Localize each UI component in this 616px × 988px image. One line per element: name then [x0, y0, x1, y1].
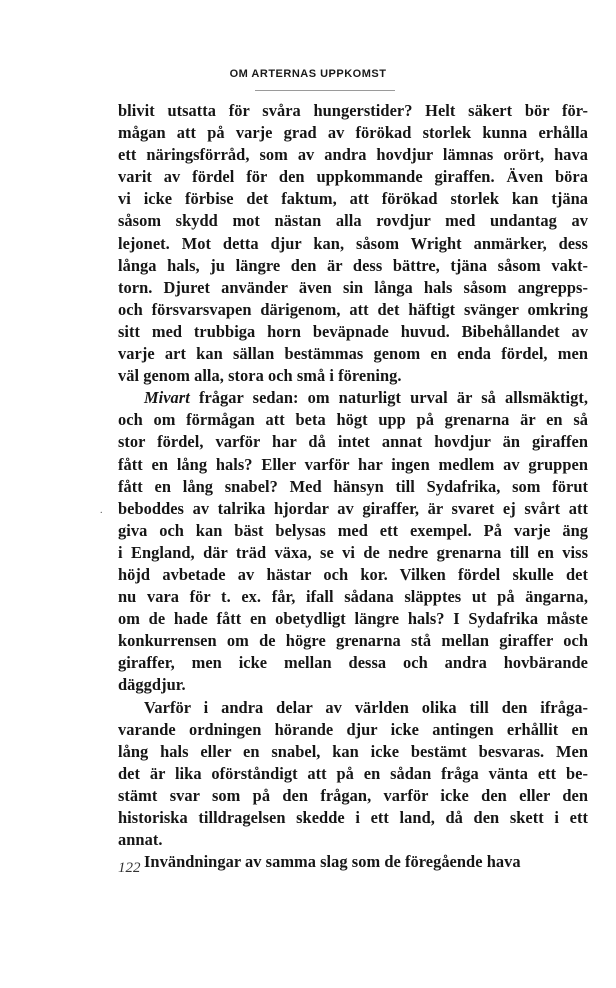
text-line: varje art kan sällan bestämmas genom en enda fördel, men — [118, 344, 588, 364]
text-line: ett näringsförråd, som av andra hovdjur lämnas orört, hava — [118, 145, 588, 165]
text-line: lejonet. Mot detta djur kan, såsom Wright anmärker, dess — [118, 233, 588, 253]
text-line: såsom skydd mot nästan alla rovdjur med undantag av — [118, 211, 588, 231]
running-head: OM ARTERNAS UPPKOMST — [229, 68, 387, 80]
running-head-rule — [255, 90, 395, 91]
text-line: stor fördel, varför har då intet annat hovdjur än giraffen — [118, 432, 588, 452]
text-line: blivit utsatta för svåra hungerstider? Helt säkert bör för- — [118, 101, 588, 120]
text-line: Invändningar av samma slag som de föregående hava — [144, 852, 521, 872]
text-line: höjd avbetade av hästar och kor. Vilken fördel skulle det — [118, 564, 588, 584]
paragraph-2 — [118, 387, 588, 696]
text-line: varande ordningen hörande djur icke antingen erhållit en — [118, 719, 588, 739]
text-line: långa hals, ju längre den är dess bättre, tjäna såsom vakt- — [118, 255, 588, 275]
text-line: beboddes av talrika hjordar av giraffer, är svaret ej svårt att — [118, 498, 588, 518]
paragraph-1 — [118, 100, 588, 387]
text-line: fått en lång snabel? Med hänsyn till Sydafrika, som förut — [118, 476, 588, 496]
paragraph-4 — [118, 851, 588, 873]
text-line: väl genom alla, stora och små i förening. — [118, 366, 402, 386]
text-line: historiska tilldragelsen skedde i ett land, då den skett i ett — [118, 808, 588, 827]
text-line: och om förmågan att beta högt upp på grenarna är en så — [118, 410, 588, 430]
text-line: däggdjur. — [118, 675, 186, 695]
text-line: giva och kan bäst belysas med ett exempel. På varje äng — [118, 520, 588, 540]
text-line: stämt svar som på den frågan, varför icke den eller den — [118, 785, 588, 805]
paragraph-3 — [118, 697, 588, 852]
text-line: konkurrensen om de högre grenarna stå mellan giraffer och — [118, 631, 588, 651]
text-line: och försvarsvapen därigenom, att det häftigt svänger omkring — [118, 299, 588, 319]
text-line: annat. — [118, 830, 163, 850]
text-line: Varför i andra delar av världen olika till den ifråga- — [144, 697, 588, 717]
text-line: vi icke förbise det faktum, att förökad storlek kan tjäna — [118, 189, 588, 209]
text-line: i England, där träd växa, se vi de nedre grenarna till en viss — [118, 542, 588, 562]
text-line: fått en lång hals? Eller varför har ingen medlem av gruppen — [118, 454, 588, 474]
text-line: det är lika oförståndigt att på en sådan fråga vänta ett be- — [118, 763, 588, 783]
text-line: lång hals eller en snabel, kan icke bestämt besvaras. Men — [118, 741, 588, 761]
text-line: mågan att på varje grad av förökad storlek kunna erhålla — [118, 123, 588, 143]
body-text — [118, 100, 588, 873]
text-line: om de hade fått en obetydligt längre hals? I Sydafrika måste — [118, 609, 588, 629]
text-line — [118, 387, 588, 409]
author-name: Mivart — [144, 388, 190, 408]
text-line: nu vara för t. ex. får, ifall sådana släpptes ut på ängarna, — [118, 587, 588, 607]
text-line: varit av fördel för den uppkommande giraffen. Även böra — [118, 167, 588, 187]
text-line-rest: frågar sedan: om naturligt urval är så allsmäktigt, — [189, 388, 588, 408]
text-line: sitt med trubbiga horn beväpnade huvud. Bibehållandet av — [118, 321, 588, 341]
margin-mark: . — [100, 505, 103, 516]
text-line: torn. Djuret använder även sin långa hals såsom angrepps- — [118, 277, 588, 297]
text-line: giraffer, men icke mellan dessa och andra hovbärande — [118, 653, 588, 673]
page-number: 122 — [118, 860, 141, 876]
